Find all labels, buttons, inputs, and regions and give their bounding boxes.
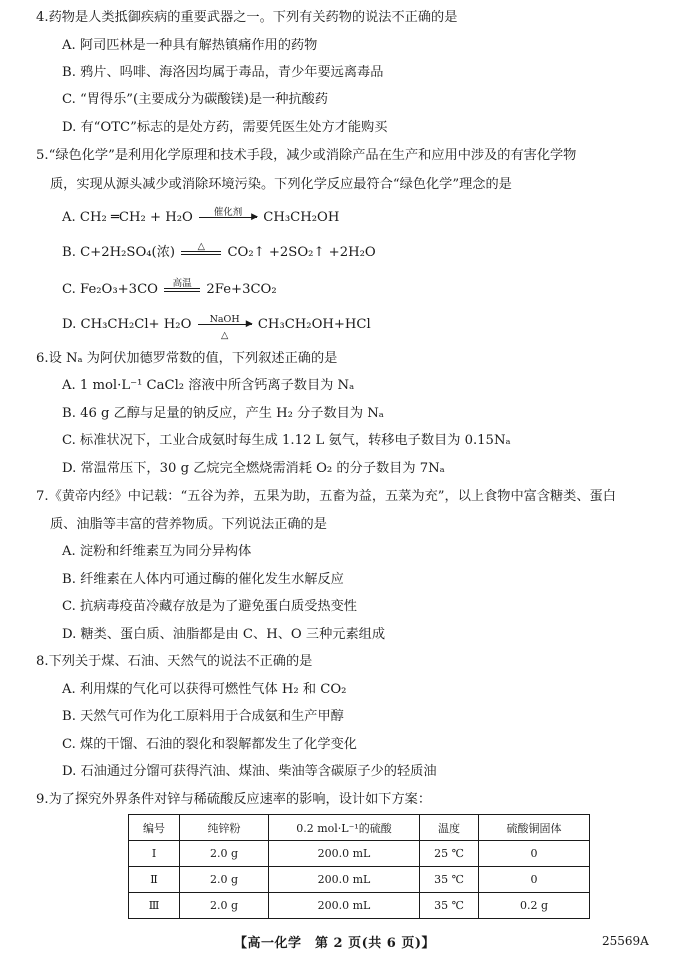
reaction-equals-sign <box>164 277 200 292</box>
q7-option-c: C. 抗病毒疫苗冷藏存放是为了避免蛋白质受热变性 <box>62 599 357 614</box>
table-cell: 2.0 g <box>180 841 269 867</box>
reaction-arrow: NaOH ▶ △ <box>198 324 252 325</box>
q7-option-d: D. 糖类、蛋白质、油脂都是由 C、H、O 三种元素组成 <box>62 627 386 642</box>
table-cell: Ⅰ <box>129 841 180 867</box>
q5-a-reactants: CH₂ ═CH₂ + H₂O <box>79 210 193 225</box>
q5-a-label: A. <box>62 210 76 225</box>
q8-option-b: B. 天然气可作为化工原料用于合成氨和生产甲醇 <box>62 709 344 724</box>
q9-stem: 9.为了探究外界条件对锌与稀硫酸反应速率的影响，设计如下方案： <box>36 792 432 807</box>
q7-stem-line1: 7.《黄帝内经》中记载：“五谷为养，五果为助，五畜为益，五菜为充”，以上食物中富含糖类、蛋白 <box>36 489 616 504</box>
table-cell: Ⅱ <box>129 867 180 893</box>
q5-c-products: 2Fe+3CO₂ <box>206 282 277 297</box>
table-cell: 2.0 g <box>180 893 269 919</box>
q6-option-d: D. 常温常压下，30 g 乙烷完全燃烧需消耗 O₂ 的分子数目为 7Nₐ <box>62 461 445 476</box>
reaction-arrow: 催化剂 ▶ <box>199 217 257 218</box>
header-cell: 编号 <box>129 815 180 841</box>
q4-option-c: C. “胃得乐”(主要成分为碳酸镁)是一种抗酸药 <box>62 92 328 107</box>
table-cell: 0 <box>479 841 590 867</box>
q4-option-d: D. 有“OTC”标志的是处方药，需要凭医生处方才能购买 <box>62 120 388 135</box>
q5-c-label: C. <box>62 282 76 297</box>
q5-option-a <box>62 209 339 227</box>
table-cell: 0 <box>479 867 590 893</box>
q5-b-reactants: C+2H₂SO₄(浓) <box>80 245 176 260</box>
q8-stem: 8.下列关于煤、石油、天然气的说法不正确的是 <box>36 654 313 669</box>
header-cell: 纯锌粉 <box>180 815 269 841</box>
table-cell: 25 ℃ <box>420 841 479 867</box>
q4-option-b: B. 鸦片、吗啡、海洛因均属于毒品，青少年要远离毒品 <box>62 65 384 80</box>
q6-option-c: C. 标准状况下，工业合成氨时每生成 1.12 L 氨气，转移电子数目为 0.15Nₐ <box>62 433 511 448</box>
table-cell: 35 ℃ <box>420 893 479 919</box>
page-footer: 【高一化学 第 2 页(共 6 页)】 <box>234 936 435 951</box>
q7-option-b: B. 纤维素在人体内可通过酶的催化发生水解反应 <box>62 572 344 587</box>
q5-c-reactants: Fe₂O₃+3CO <box>80 282 158 297</box>
table-cell: 200.0 mL <box>269 893 420 919</box>
q5-a-products: CH₃CH₂OH <box>263 210 340 225</box>
q7-option-a: A. 淀粉和纤维素互为同分异构体 <box>62 544 252 559</box>
q5-d-label: D. <box>62 317 77 332</box>
table-cell: Ⅲ <box>129 893 180 919</box>
q8-option-c: C. 煤的干馏、石油的裂化和裂解都发生了化学变化 <box>62 737 357 752</box>
table-cell: 0.2 g <box>479 893 590 919</box>
q5-d-condition-top: NaOH <box>209 314 240 325</box>
table-cell: 35 ℃ <box>420 867 479 893</box>
table-row <box>129 841 590 867</box>
q5-b-condition: △ <box>197 240 205 252</box>
q4-stem: 4.药物是人类抵御疾病的重要武器之一。下列有关药物的说法不正确的是 <box>36 10 458 25</box>
q8-option-d: D. 石油通过分馏可获得汽油、煤油、柴油等含碳原子少的轻质油 <box>62 764 437 779</box>
exam-code: 25569A <box>602 934 649 948</box>
table-cell: 200.0 mL <box>269 841 420 867</box>
q5-d-condition-bottom: △ <box>220 330 229 341</box>
q7-stem-line2: 质、油脂等丰富的营养物质。下列说法正确的是 <box>50 517 327 532</box>
q6-option-a: A. 1 mol·L⁻¹ CaCl₂ 溶液中所含钙离子数目为 Nₐ <box>62 378 355 393</box>
table-row <box>129 867 590 893</box>
q5-c-condition: 高温 <box>172 277 192 289</box>
reaction-equals-sign <box>181 240 221 255</box>
q8-option-a: A. 利用煤的气化可以获得可燃性气体 H₂ 和 CO₂ <box>62 682 347 697</box>
q5-a-condition: 催化剂 <box>213 207 243 218</box>
header-cell: 温度 <box>420 815 479 841</box>
q5-stem-line1: 5.“绿色化学”是利用化学原理和技术手段，减少或消除产品在生产和应用中涉及的有害化学物 <box>36 148 577 163</box>
header-cell: 0.2 mol·L⁻¹的硫酸 <box>269 815 420 841</box>
header-cell: 硫酸铜固体 <box>479 815 590 841</box>
q5-option-c <box>62 277 277 299</box>
q6-option-b: B. 46 g 乙醇与足量的钠反应，产生 H₂ 分子数目为 Nₐ <box>62 406 384 421</box>
q4-option-a: A. 阿司匹林是一种具有解热镇痛作用的药物 <box>62 38 318 53</box>
q5-b-products: CO₂↑ +2SO₂↑ +2H₂O <box>227 245 376 260</box>
q5-b-label: B. <box>62 245 76 260</box>
table-cell: 2.0 g <box>180 867 269 893</box>
experiment-table <box>128 814 590 919</box>
q5-d-reactants: CH₃CH₂Cl+ H₂O <box>80 317 192 332</box>
q5-option-b <box>62 240 376 262</box>
q5-stem-line2: 质，实现从源头减少或消除环境污染。下列化学反应最符合“绿色化学”理念的是 <box>50 177 512 192</box>
q5-option-d <box>62 314 371 341</box>
q6-stem: 6.设 Nₐ 为阿伏加德罗常数的值，下列叙述正确的是 <box>36 351 338 366</box>
table-header-row <box>129 815 590 841</box>
table-cell: 200.0 mL <box>269 867 420 893</box>
q5-d-products: CH₃CH₂OH+HCl <box>257 317 371 332</box>
table-row <box>129 893 590 919</box>
